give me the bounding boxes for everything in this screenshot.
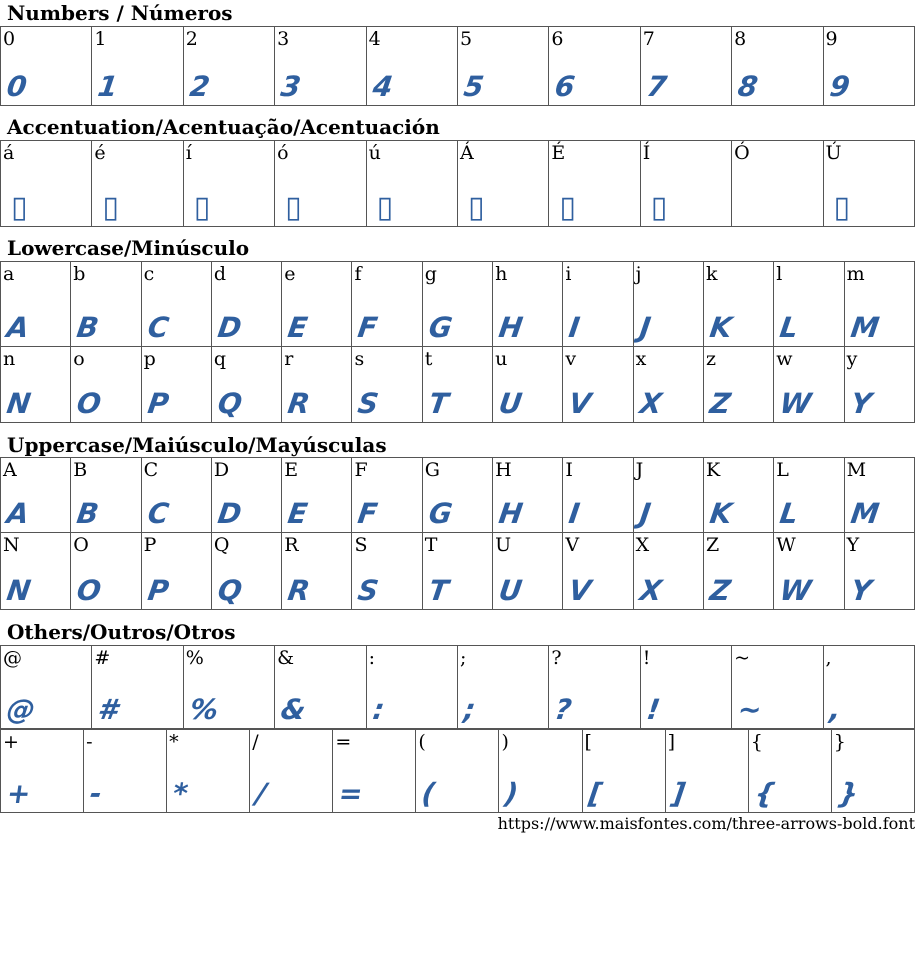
- glyph-cell: [748, 730, 831, 813]
- glyph-cell-sample: 8: [735, 70, 760, 103]
- glyph-cell-sample: P: [145, 387, 171, 420]
- glyph-cell-sample: V: [567, 387, 594, 420]
- glyph-cell: [422, 347, 492, 423]
- glyph-cell: [774, 533, 844, 610]
- glyph-cell: [732, 141, 823, 227]
- glyph-cell: [493, 533, 563, 610]
- glyph-cell-label: Z: [705, 534, 720, 556]
- glyph-cell-sample: ]: [669, 777, 687, 810]
- glyph-cell-sample: J: [637, 311, 653, 344]
- glyph-cell-sample: S: [356, 574, 382, 607]
- glyph-cell: [457, 141, 548, 227]
- glyph-cell-sample: ▯: [467, 190, 485, 225]
- glyph-cell: [141, 458, 211, 533]
- glyph-cell-sample: 3: [278, 70, 304, 103]
- glyph-cell: [352, 262, 422, 347]
- glyph-cell-label: ): [501, 731, 509, 753]
- glyph-cell: [141, 533, 211, 610]
- glyph-cell-label: n: [3, 348, 16, 370]
- uppercase-row-1: [1, 458, 915, 533]
- glyph-cell-label: M: [846, 459, 867, 481]
- glyph-cell-sample: T: [426, 387, 451, 420]
- glyph-cell: [493, 262, 563, 347]
- glyph-cell: [640, 646, 731, 729]
- glyph-cell: [211, 458, 281, 533]
- glyph-cell-sample: C: [145, 311, 171, 344]
- uppercase-row-2: [1, 533, 915, 610]
- glyph-cell: [71, 533, 141, 610]
- glyph-cell-label: o: [73, 348, 85, 370]
- glyph-cell-label: I: [565, 459, 573, 481]
- glyph-cell: [493, 458, 563, 533]
- glyph-cell: [457, 646, 548, 729]
- glyph-cell-sample: &: [278, 693, 308, 726]
- glyph-cell: [549, 646, 640, 729]
- glyph-cell-sample: (: [420, 777, 438, 810]
- glyph-cell: [457, 27, 548, 106]
- accents-title: Accentuation/Acentuação/Acentuación: [7, 115, 440, 139]
- glyph-cell-label: [: [584, 731, 592, 753]
- glyph-cell-label: Í: [642, 142, 651, 164]
- glyph-cell-sample: 9: [827, 70, 852, 103]
- glyph-cell-sample: X: [637, 387, 664, 420]
- glyph-cell-label: C: [143, 459, 159, 481]
- glyph-cell-sample: ▯: [102, 190, 119, 225]
- glyph-cell-label: 0: [3, 28, 16, 50]
- glyph-cell-label: ]: [667, 731, 676, 753]
- glyph-cell: [732, 27, 823, 106]
- glyph-cell-sample: 5: [461, 70, 486, 103]
- glyph-cell: [141, 262, 211, 347]
- glyph-cell: [665, 730, 748, 813]
- glyph-cell-sample: ▯: [11, 190, 28, 225]
- glyph-cell-label: L: [776, 459, 789, 481]
- glyph-cell-label: m: [846, 263, 865, 285]
- glyph-cell-label: s: [354, 348, 365, 370]
- glyph-cell-sample: 1: [96, 70, 121, 103]
- glyph-cell: [422, 262, 492, 347]
- glyph-cell: [92, 27, 183, 106]
- glyph-cell-sample: -: [87, 777, 105, 810]
- numbers-grid: [0, 26, 915, 106]
- glyph-cell-sample: 4: [370, 70, 395, 103]
- glyph-cell-label: í: [185, 142, 192, 164]
- glyph-cell-sample: H: [496, 311, 525, 344]
- glyph-cell-sample: }: [835, 777, 861, 810]
- glyph-cell-label: A: [3, 459, 17, 481]
- glyph-cell-label: b: [73, 263, 86, 285]
- glyph-cell-sample: ▯: [285, 190, 302, 225]
- glyph-cell-sample: *: [170, 777, 191, 810]
- glyph-cell: [352, 533, 422, 610]
- glyph-cell-label: {: [750, 731, 763, 753]
- glyph-cell-label: !: [642, 647, 651, 669]
- glyph-cell-label: j: [635, 263, 642, 285]
- glyph-cell: [823, 27, 914, 106]
- glyph-cell-label: g: [424, 263, 437, 285]
- glyph-cell-label: E: [284, 459, 299, 481]
- glyph-cell-label: Ó: [734, 142, 750, 164]
- glyph-cell: [732, 646, 823, 729]
- glyph-cell: [774, 458, 844, 533]
- glyph-cell-sample: L: [778, 497, 801, 530]
- glyph-cell: [582, 730, 665, 813]
- glyph-cell-label: B: [73, 459, 88, 481]
- glyph-cell-sample: E: [285, 497, 310, 530]
- glyph-cell: [275, 27, 366, 106]
- glyph-cell-sample: 0: [4, 70, 29, 103]
- glyph-cell: [167, 730, 250, 813]
- glyph-cell-label: S: [354, 534, 368, 556]
- glyph-cell: [282, 458, 352, 533]
- glyph-cell-sample: O: [75, 387, 104, 420]
- lowercase-grid: [0, 261, 915, 423]
- glyph-cell-sample: W: [778, 574, 814, 607]
- glyph-cell-label: v: [565, 348, 577, 370]
- glyph-cell: [499, 730, 582, 813]
- glyph-cell-sample: L: [778, 311, 801, 344]
- glyph-cell-sample: G: [426, 497, 455, 530]
- glyph-cell-sample: Z: [707, 574, 733, 607]
- glyph-cell-label: J: [635, 459, 644, 481]
- glyph-cell: [774, 347, 844, 423]
- accents-row: [1, 141, 915, 227]
- glyph-cell-sample: N: [4, 387, 33, 420]
- glyph-cell-label: T: [424, 534, 438, 556]
- glyph-cell-label: d: [213, 263, 227, 285]
- glyph-cell: [640, 141, 731, 227]
- glyph-cell: [282, 533, 352, 610]
- glyph-cell-sample: 6: [553, 70, 578, 103]
- glyph-cell: [823, 646, 914, 729]
- glyph-cell-label: (: [418, 731, 426, 753]
- glyph-cell-sample: I: [567, 497, 583, 530]
- glyph-cell-label: ó: [277, 142, 289, 164]
- glyph-cell-label: q: [213, 348, 227, 370]
- others-row-2: [1, 730, 915, 813]
- glyph-cell: [1, 533, 71, 610]
- glyph-cell-sample: W: [778, 387, 814, 420]
- glyph-cell-sample: ;: [461, 693, 478, 726]
- glyph-cell: [71, 458, 141, 533]
- others-grid-2: [0, 729, 915, 813]
- glyph-cell-sample: F: [356, 497, 381, 530]
- glyph-cell-label: 5: [459, 28, 473, 50]
- glyph-cell-sample: 2: [187, 70, 212, 103]
- glyph-cell-sample: Q: [215, 387, 245, 420]
- glyph-cell: [844, 347, 914, 423]
- glyph-cell-sample: U: [496, 387, 525, 420]
- glyph-cell: [823, 141, 914, 227]
- glyph-cell: [633, 458, 703, 533]
- glyph-cell-sample: ▯: [376, 190, 394, 225]
- glyph-cell-sample: ▯: [559, 190, 576, 225]
- glyph-cell-label: 8: [734, 28, 747, 50]
- glyph-cell-label: -: [86, 731, 93, 753]
- glyph-cell-sample: K: [707, 497, 735, 530]
- glyph-cell: [1, 141, 92, 227]
- glyph-cell-label: K: [705, 459, 721, 481]
- glyph-cell-sample: H: [496, 497, 525, 530]
- glyph-cell: [844, 458, 914, 533]
- glyph-cell-sample: :: [370, 693, 387, 726]
- glyph-cell-label: 6: [551, 28, 564, 50]
- glyph-cell: [250, 730, 333, 813]
- glyph-cell-label: ú: [368, 142, 381, 164]
- glyph-cell: [633, 262, 703, 347]
- glyph-cell-label: @: [3, 647, 22, 669]
- numbers-title: Numbers / Números: [7, 1, 233, 25]
- glyph-cell-label: a: [3, 263, 15, 285]
- glyph-cell-sample: ): [503, 777, 521, 810]
- glyph-cell-sample: A: [4, 497, 32, 530]
- glyph-cell: [563, 533, 633, 610]
- glyph-cell-sample: E: [285, 311, 310, 344]
- glyph-cell-sample: O: [75, 574, 104, 607]
- glyph-cell-sample: ?: [553, 693, 574, 726]
- glyph-cell-label: ~: [734, 647, 751, 669]
- glyph-cell: [141, 347, 211, 423]
- glyph-cell-sample: U: [496, 574, 525, 607]
- glyph-cell-label: /: [252, 731, 259, 753]
- glyph-cell-label: c: [143, 263, 155, 285]
- glyph-cell: [211, 533, 281, 610]
- glyph-cell: [282, 262, 352, 347]
- glyph-cell-sample: A: [4, 311, 32, 344]
- glyph-cell: [422, 458, 492, 533]
- glyph-cell-sample: B: [75, 311, 102, 344]
- glyph-cell-label: é: [94, 142, 106, 164]
- glyph-cell-label: É: [551, 142, 566, 164]
- glyph-cell-sample: [: [586, 777, 604, 810]
- glyph-cell: [563, 458, 633, 533]
- glyph-cell: [1, 262, 71, 347]
- glyph-cell-label: á: [3, 142, 15, 164]
- glyph-cell: [92, 141, 183, 227]
- glyph-cell-sample: !: [644, 693, 662, 726]
- glyph-cell-label: :: [368, 647, 375, 669]
- others-title: Others/Outros/Otros: [7, 620, 236, 644]
- glyph-cell-sample: K: [707, 311, 735, 344]
- glyph-cell: [366, 27, 457, 106]
- glyph-cell-label: W: [776, 534, 796, 556]
- glyph-cell: [275, 646, 366, 729]
- glyph-cell-sample: Y: [848, 574, 874, 607]
- source-url: https://www.maisfontes.com/three-arrows-bold.font: [497, 814, 915, 833]
- glyph-cell-label: V: [565, 534, 580, 556]
- glyph-cell-sample: D: [215, 497, 244, 530]
- glyph-cell-label: Á: [459, 142, 474, 164]
- glyph-cell-label: N: [3, 534, 20, 556]
- glyph-cell-sample: R: [285, 387, 313, 420]
- glyph-cell-label: X: [635, 534, 650, 556]
- glyph-cell: [633, 533, 703, 610]
- glyph-cell-sample: T: [426, 574, 451, 607]
- glyph-cell-sample: /: [253, 777, 269, 810]
- glyph-cell-sample: #: [96, 693, 121, 726]
- glyph-cell-sample: @: [4, 693, 38, 726]
- glyph-cell-label: *: [169, 731, 179, 753]
- glyph-cell-label: U: [495, 534, 512, 556]
- glyph-cell: [282, 347, 352, 423]
- glyph-cell-label: Q: [213, 534, 230, 556]
- glyph-cell-label: F: [354, 459, 368, 481]
- glyph-cell-sample: C: [145, 497, 171, 530]
- glyph-cell: [352, 458, 422, 533]
- glyph-cell-sample: +: [4, 777, 33, 810]
- glyph-cell-sample: %: [187, 693, 221, 726]
- glyph-cell: [211, 262, 281, 347]
- glyph-cell-label: +: [3, 731, 19, 753]
- glyph-cell: [703, 533, 773, 610]
- glyph-cell: [422, 533, 492, 610]
- glyph-cell-label: 1: [94, 28, 107, 50]
- glyph-cell: [71, 347, 141, 423]
- glyph-cell-label: P: [143, 534, 157, 556]
- glyph-cell: [563, 347, 633, 423]
- glyph-cell-label: H: [495, 459, 512, 481]
- glyph-cell-label: G: [424, 459, 440, 481]
- glyph-cell: [183, 27, 274, 106]
- glyph-cell-sample: I: [567, 311, 583, 344]
- lowercase-row-1: [1, 262, 915, 347]
- glyph-cell-label: ;: [459, 647, 467, 669]
- glyph-cell: [549, 141, 640, 227]
- glyph-cell-label: 4: [368, 28, 381, 50]
- glyph-cell: [1, 646, 92, 729]
- glyph-cell: [844, 533, 914, 610]
- glyph-cell-label: 9: [825, 28, 838, 50]
- glyph-cell: [633, 347, 703, 423]
- glyph-cell-sample: P: [145, 574, 171, 607]
- glyph-cell-label: Y: [846, 534, 860, 556]
- glyph-cell: [703, 458, 773, 533]
- glyph-cell-label: R: [284, 534, 299, 556]
- glyph-cell: [352, 347, 422, 423]
- others-grid-1: [0, 645, 915, 729]
- glyph-cell-sample: B: [75, 497, 102, 530]
- lowercase-title: Lowercase/Minúsculo: [7, 236, 250, 260]
- glyph-cell-sample: Y: [848, 387, 874, 420]
- glyph-cell-label: e: [284, 263, 296, 285]
- accents-grid: [0, 140, 915, 227]
- glyph-cell-label: h: [495, 263, 508, 285]
- glyph-cell: [774, 262, 844, 347]
- glyph-cell-sample: S: [356, 387, 382, 420]
- glyph-cell: [84, 730, 167, 813]
- glyph-cell-label: ?: [551, 647, 562, 669]
- glyph-cell: [1, 458, 71, 533]
- glyph-cell-sample: =: [337, 777, 366, 810]
- glyph-cell: [563, 262, 633, 347]
- glyph-cell-label: ,: [825, 647, 832, 669]
- glyph-cell: [366, 141, 457, 227]
- glyph-cell-label: }: [833, 731, 846, 753]
- glyph-cell-sample: {: [752, 777, 778, 810]
- glyph-cell-label: f: [354, 263, 362, 285]
- numbers-row: [1, 27, 915, 106]
- glyph-cell-label: %: [185, 647, 204, 669]
- glyph-cell: [549, 27, 640, 106]
- glyph-cell: [1, 27, 92, 106]
- glyph-cell-label: p: [143, 348, 156, 370]
- glyph-cell-label: 3: [277, 28, 290, 50]
- glyph-cell-sample: ,: [827, 693, 843, 726]
- glyph-cell-sample: 7: [644, 70, 669, 103]
- glyph-cell: [493, 347, 563, 423]
- glyph-cell-label: x: [635, 348, 647, 370]
- glyph-cell-label: y: [846, 348, 858, 370]
- glyph-cell-sample: Q: [215, 574, 245, 607]
- glyph-cell: [1, 730, 84, 813]
- glyph-cell-label: l: [776, 263, 783, 285]
- glyph-cell: [640, 27, 731, 106]
- glyph-cell-label: D: [213, 459, 230, 481]
- glyph-cell-sample: F: [356, 311, 381, 344]
- glyph-cell-sample: J: [637, 497, 653, 530]
- glyph-cell-sample: G: [426, 311, 455, 344]
- glyph-cell-sample: ▯: [833, 190, 851, 225]
- glyph-cell-sample: R: [285, 574, 313, 607]
- glyph-cell-sample: D: [215, 311, 244, 344]
- glyph-cell-label: z: [705, 348, 716, 370]
- glyph-cell-sample: X: [637, 574, 664, 607]
- glyph-cell-label: r: [284, 348, 294, 370]
- glyph-cell-label: &: [277, 647, 295, 669]
- lowercase-row-2: [1, 347, 915, 423]
- glyph-cell-label: O: [73, 534, 89, 556]
- glyph-cell: [211, 347, 281, 423]
- glyph-cell-label: =: [335, 731, 352, 753]
- others-row-1: [1, 646, 915, 729]
- glyph-cell-sample: V: [567, 574, 594, 607]
- glyph-cell: [844, 262, 914, 347]
- glyph-cell-sample: M: [848, 311, 881, 344]
- glyph-cell-label: w: [776, 348, 793, 370]
- glyph-cell-sample: ~: [735, 693, 764, 726]
- uppercase-grid: [0, 457, 915, 610]
- glyph-cell-label: #: [94, 647, 111, 669]
- glyph-cell-label: 7: [642, 28, 655, 50]
- glyph-cell: [183, 141, 274, 227]
- glyph-cell-label: t: [424, 348, 433, 370]
- glyph-cell: [831, 730, 914, 813]
- glyph-cell: [183, 646, 274, 729]
- glyph-cell: [92, 646, 183, 729]
- glyph-cell: [1, 347, 71, 423]
- uppercase-title: Uppercase/Maiúsculo/Mayúsculas: [7, 433, 387, 457]
- glyph-cell: [703, 262, 773, 347]
- glyph-cell: [275, 141, 366, 227]
- glyph-cell-label: k: [705, 263, 718, 285]
- glyph-cell: [703, 347, 773, 423]
- glyph-cell: [333, 730, 416, 813]
- glyph-cell: [416, 730, 499, 813]
- glyph-cell-label: i: [565, 263, 572, 285]
- glyph-cell-sample: N: [4, 574, 33, 607]
- glyph-cell-sample: ▯: [650, 190, 668, 225]
- glyph-cell-label: 2: [185, 28, 198, 50]
- glyph-cell-sample: Z: [707, 387, 733, 420]
- glyph-cell-sample: M: [848, 497, 881, 530]
- glyph-cell-label: u: [495, 348, 508, 370]
- glyph-cell: [71, 262, 141, 347]
- glyph-cell: [366, 646, 457, 729]
- glyph-cell-label: Ú: [825, 142, 842, 164]
- glyph-cell-sample: ▯: [193, 190, 211, 225]
